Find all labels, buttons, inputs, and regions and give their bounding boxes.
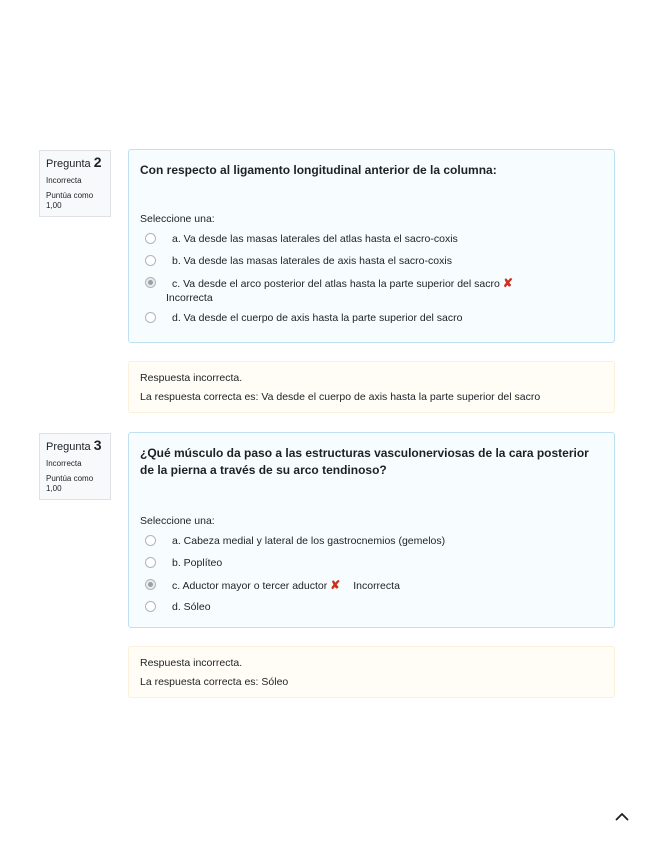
question-3-formulation xyxy=(128,432,615,628)
question-2-state: Incorrecta xyxy=(46,176,82,185)
radio-button[interactable] xyxy=(145,233,156,244)
question-3-number: Pregunta 3 xyxy=(46,437,102,453)
answer-feedback: Incorrecta xyxy=(166,292,213,304)
answer-option-selected[interactable]: c. Aductor mayor o tercer aductor ✘ Incorrecta xyxy=(140,578,603,594)
answer-feedback: Incorrecta xyxy=(353,580,400,592)
question-3-prompt: Seleccione una: xyxy=(140,515,215,527)
answer-option-selected[interactable]: c. Va desde el arco posterior del atlas hasta la parte superior del sacro ✘ Incorrecta xyxy=(140,276,603,305)
question-2-grade: Puntúa como 1,00 xyxy=(46,191,94,210)
question-3-text: ¿Qué músculo da paso a las estructuras vasculonerviosas de la cara posterior de la pierna a través de su arco tendinoso? xyxy=(140,446,589,477)
question-2-formulation xyxy=(128,149,615,343)
answer-option[interactable]: d. Sóleo xyxy=(140,600,603,616)
question-2-answers xyxy=(140,232,603,327)
question-2-prompt: Seleccione una: xyxy=(140,213,215,225)
radio-button[interactable] xyxy=(145,601,156,612)
answer-option[interactable]: a. Va desde las masas laterales del atlas hasta el sacro-coxis xyxy=(140,232,603,248)
answer-option[interactable]: b. Poplíteo xyxy=(140,556,603,572)
answer-option[interactable]: b. Va desde las masas laterales de axis hasta el sacro-coxis xyxy=(140,254,603,270)
radio-button[interactable] xyxy=(145,312,156,323)
radio-button[interactable] xyxy=(145,255,156,266)
radio-button[interactable] xyxy=(145,557,156,568)
correct-answer-text: La respuesta correcta es: Sóleo xyxy=(140,676,289,688)
question-2-text: Con respecto al ligamento longitudinal anterior de la columna: xyxy=(140,163,497,177)
back-to-top-button[interactable] xyxy=(612,806,632,826)
radio-button-selected[interactable] xyxy=(145,579,156,590)
question-2-outcome xyxy=(128,361,615,413)
radio-button-selected[interactable] xyxy=(145,277,156,288)
incorrect-icon: ✘ xyxy=(330,578,341,592)
answer-option[interactable]: d. Va desde el cuerpo de axis hasta la parte superior del sacro xyxy=(140,311,603,327)
answer-option[interactable]: a. Cabeza medial y lateral de los gastrocnemios (gemelos) xyxy=(140,534,603,550)
question-2-info xyxy=(39,150,111,217)
question-2-number: Pregunta 2 xyxy=(46,154,102,170)
question-3-answers xyxy=(140,534,603,616)
question-3-outcome xyxy=(128,646,615,698)
question-3-state: Incorrecta xyxy=(46,459,82,468)
outcome-status: Respuesta incorrecta. xyxy=(140,372,243,384)
chevron-up-icon xyxy=(615,812,629,821)
outcome-status: Respuesta incorrecta. xyxy=(140,657,243,669)
radio-button[interactable] xyxy=(145,535,156,546)
question-3-info xyxy=(39,433,111,500)
incorrect-icon: ✘ xyxy=(502,276,513,290)
correct-answer-text: La respuesta correcta es: Va desde el cuerpo de axis hasta la parte superior del sacro xyxy=(140,391,541,403)
question-3-grade: Puntúa como 1,00 xyxy=(46,474,94,493)
